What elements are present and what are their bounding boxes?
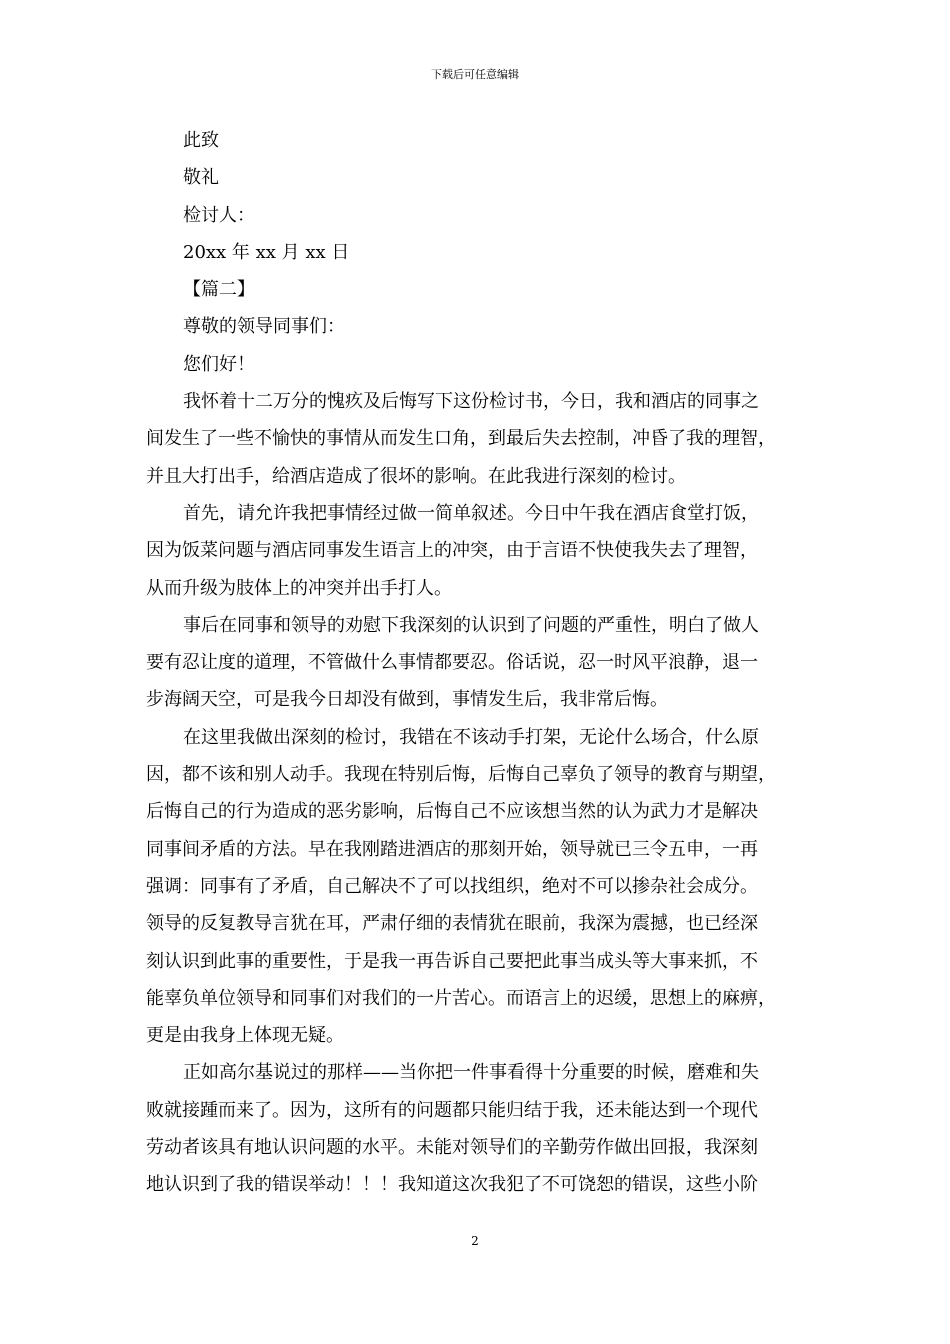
paragraph-line: 地认识到了我的错误举动！！！我知道这次我犯了不可饶恕的错误，这些小阶 bbox=[146, 1174, 758, 1196]
page-number: 2 bbox=[471, 1234, 479, 1248]
greeting-recipients: 尊敬的领导同事们： bbox=[183, 316, 345, 338]
paragraph-line: 更是由我身上体现无疑。 bbox=[146, 1025, 344, 1047]
paragraph-1 bbox=[146, 383, 816, 495]
paragraph-line: 事后在同事和领导的劝慰下我深刻的认识到了问题的严重性，明白了做人 bbox=[183, 614, 759, 636]
salutation-line: 敬礼 bbox=[183, 167, 219, 189]
paragraph-line: 并且大打出手，给酒店造成了很坏的影响。在此我进行深刻的检讨。 bbox=[146, 465, 686, 487]
paragraph-4 bbox=[146, 719, 816, 1055]
paragraph-line: 领导的反复教导言犹在耳，严肃仔细的表情犹在眼前，我深为震撼，也已经深 bbox=[146, 913, 758, 935]
paragraph-line: 我怀着十二万分的愧疚及后悔写下这份检讨书，今日，我和酒店的同事之 bbox=[183, 391, 759, 413]
paragraph-2 bbox=[146, 495, 816, 607]
paragraph-3 bbox=[146, 607, 816, 719]
paragraph-5 bbox=[146, 1054, 816, 1203]
signer-line: 检讨人： bbox=[183, 204, 255, 226]
section-heading: 【篇二】 bbox=[183, 279, 255, 301]
paragraph-line: 劳动者该具有地认识问题的水平。未能对领导们的辛勤劳作做出回报，我深刻 bbox=[146, 1137, 758, 1159]
paragraph-line: 首先，请允许我把事情经过做一简单叙述。今日中午我在酒店食堂打饭， bbox=[183, 502, 759, 524]
greeting-hello: 您们好！ bbox=[183, 353, 255, 375]
closing-line: 此致 bbox=[183, 130, 219, 151]
paragraph-line: 正如高尔基说过的那样——当你把一件事看得十分重要的时候，磨难和失 bbox=[183, 1062, 759, 1084]
paragraph-line: 强调：同事有了矛盾，自己解决不了可以找组织，绝对不可以掺杂社会成分。 bbox=[146, 875, 758, 897]
paragraph-line: 因为饭菜问题与酒店同事发生语言上的冲突，由于言语不快使我失去了理智， bbox=[146, 540, 758, 562]
document-body bbox=[146, 122, 816, 1204]
paragraph-line: 败就接踵而来了。因为，这所有的问题都只能归结于我，还未能达到一个现代 bbox=[146, 1099, 758, 1121]
paragraph-line: 步海阔天空，可是我今日却没有做到，事情发生后，我非常后悔。 bbox=[146, 689, 668, 711]
page-header: 下载后可任意编辑 bbox=[431, 68, 519, 81]
paragraph-line: 刻认识到此事的重要性，于是我一再告诉自己要把此事当成头等大事来抓，不 bbox=[146, 950, 758, 972]
paragraph-line: 同事间矛盾的方法。早在我刚踏进酒店的那刻开始，领导就已三令五申，一再 bbox=[146, 838, 758, 860]
paragraph-line: 后悔自己的行为造成的恶劣影响，后悔自己不应该想当然的认为武力才是解决 bbox=[146, 801, 758, 823]
paragraph-line: 因，都不该和别人动手。我现在特别后悔，后悔自己辜负了领导的教育与期望， bbox=[146, 764, 776, 786]
paragraph-line: 要有忍让度的道理，不管做什么事情都要忍。俗话说，忍一时风平浪静，退一 bbox=[146, 652, 758, 674]
paragraph-line: 从而升级为肢体上的冲突并出手打人。 bbox=[146, 577, 452, 599]
paragraph-line: 在这里我做出深刻的检讨，我错在不该动手打架，无论什么场合，什么原 bbox=[183, 726, 759, 748]
date-line: 20xx 年 xx 月 xx 日 bbox=[183, 241, 350, 263]
paragraph-line: 间发生了一些不愉快的事情从而发生口角，到最后失去控制，冲昏了我的理智， bbox=[146, 428, 776, 450]
paragraph-line: 能辜负单位领导和同事们对我们的一片苦心。而语言上的迟缓，思想上的麻痹， bbox=[146, 987, 776, 1009]
